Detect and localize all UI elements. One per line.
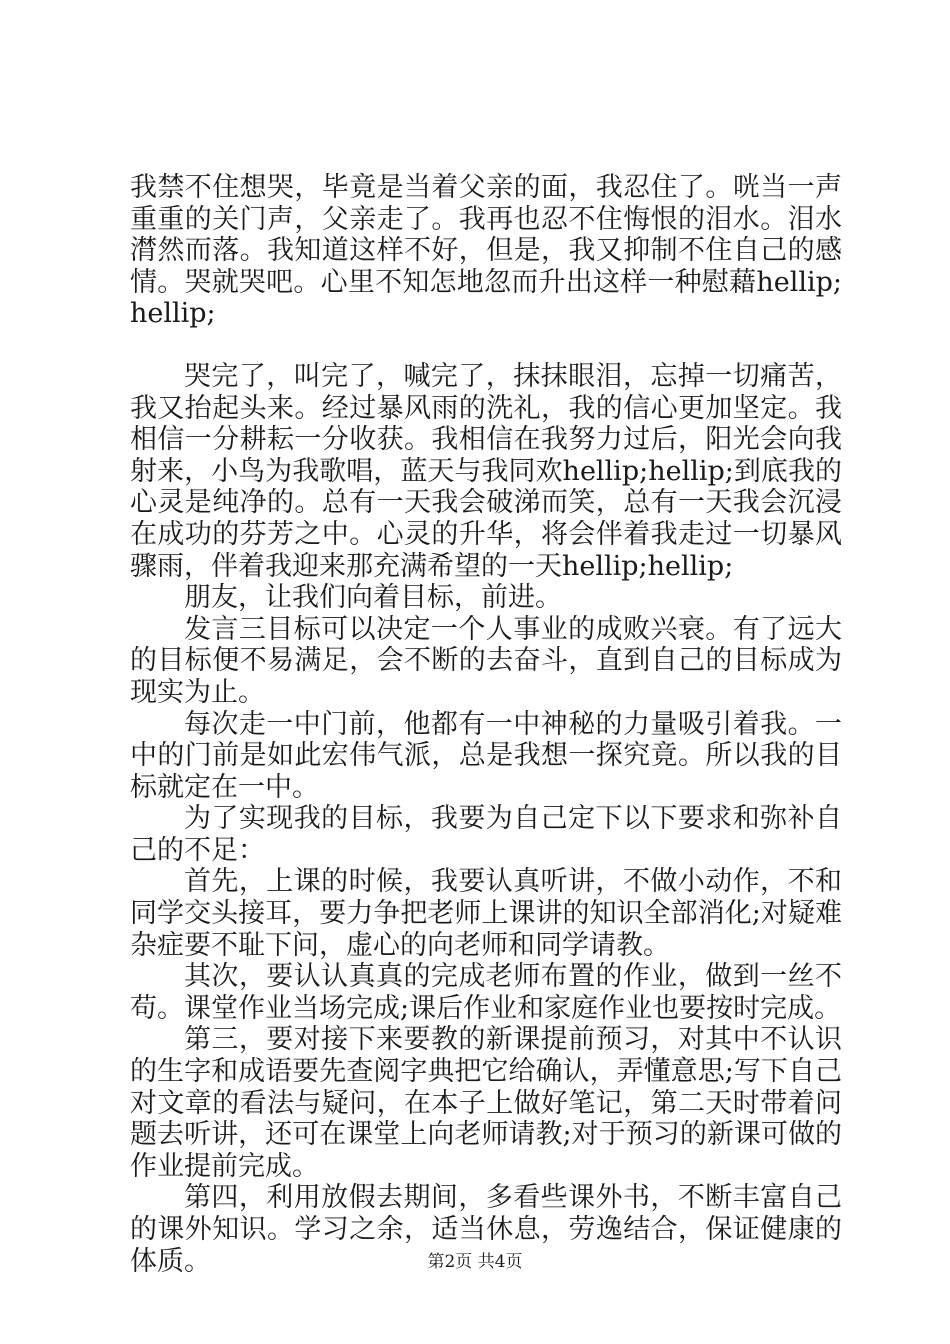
paragraph-3: 朋友，让我们向着目标，前进。: [184, 582, 562, 614]
paragraph-4: 发言三目标可以决定一个人事业的成败兴衰。有了远大的目标便不易满足，会不断的去奋斗，直到自己的目标成为现实为止。: [130, 613, 842, 708]
paragraph-6: 为了实现我的目标，我要为自己定下以下要求和弥补自己的不足：: [130, 803, 842, 866]
page-footer: [0, 1247, 950, 1272]
paragraph-5: 每次走一中门前，他都有一中神秘的力量吸引着我。一中的门前是如此宏伟气派，总是我想一探究竟。所以我的目标就定在一中。: [130, 708, 842, 803]
document-body: [130, 172, 842, 1277]
paragraph-7: 首先，上课的时候，我要认真听讲，不做小动作，不和同学交头接耳，要力争把老师上课讲的知识全部消化;对疑难杂症要不耻下问，虚心的向老师和同学请教。: [130, 866, 842, 961]
paragraph-10: 第四，利用放假去期间，多看些课外书，不断丰富自己的课外知识。学习之余，适当休息，劳逸结合，保证健康的体质。: [130, 1182, 842, 1277]
paragraph-2: 哭完了，叫完了，喊完了，抹抹眼泪，忘掉一切痛苦，我又抬起头来。经过暴风雨的洗礼，我的信心更加坚定。我相信一分耕耘一分收获。我相信在我努力过后，阳光会向我射来，小鸟为我歌唱，蓝天与我同欢hellip;hellip;到底我的心灵是纯净的。总有一天我会破涕而笑，总有一天我会沉浸在成功的芬芳之中。心灵的升华，将会伴着我走过一切暴风骤雨，伴着我迎来那充满希望的一天hellip;hellip;: [130, 360, 842, 582]
paragraph-9: 第三，要对接下来要教的新课提前预习，对其中不认识的生字和成语要先查阅字典把它给确认，弄懂意思;写下自己对文章的看法与疑问，在本子上做好笔记，第二天时带着问题去听讲，还可在课堂上向老师请教;对于预习的新课可做的作业提前完成。: [130, 1024, 842, 1182]
paragraph-8: 其次，要认认真真的完成老师布置的作业，做到一丝不苟。课堂作业当场完成;课后作业和家庭作业也要按时完成。: [130, 961, 842, 1024]
paragraph-1: 我禁不住想哭，毕竟是当着父亲的面，我忍住了。咣当一声重重的关门声，父亲走了。我再也忍不住悔恨的泪水。泪水潸然而落。我知道这样不好，但是，我又抑制不住自己的感情。哭就哭吧。心里不知怎地忽而升出这样一种慰藉hellip;hellip;: [130, 172, 842, 330]
page-number-label: 第2页 共4页: [427, 1252, 523, 1272]
